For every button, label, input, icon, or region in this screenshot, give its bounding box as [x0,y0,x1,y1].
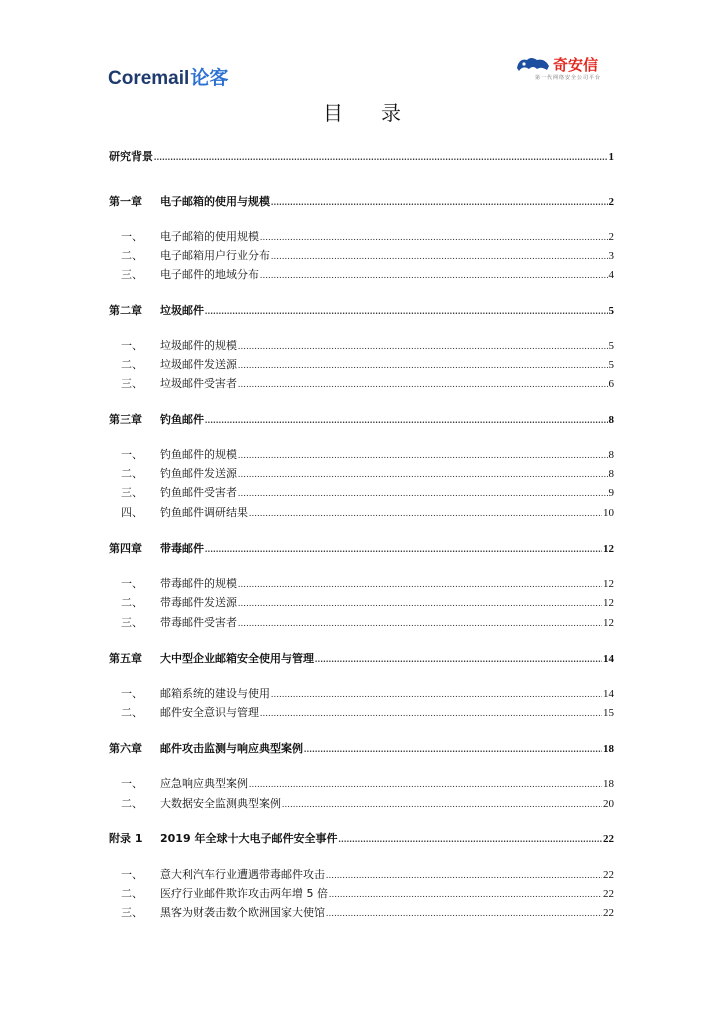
toc-dot-leader [271,195,608,209]
toc-entry-title: 电子邮件的地域分布 [160,268,259,281]
toc-entry-number: 一、 [121,577,143,590]
toc-entry-number: 二、 [121,249,143,262]
toc-dot-leader [260,268,608,282]
toc-entry-number: 三、 [121,486,143,499]
toc-entry-number: 二、 [121,706,143,719]
toc-section-entry[interactable] [109,594,614,610]
toc-section-entry[interactable] [109,866,614,882]
toc-entry-page: 2 [608,196,614,208]
toc-entry-number: 第五章 [109,652,142,665]
toc-entry-number: 第二章 [109,304,142,317]
toc-entry-number: 一、 [121,687,143,700]
toc-dot-leader [271,687,602,701]
toc-entry-title: 带毒邮件受害者 [160,616,237,629]
toc-chapter-entry[interactable] [109,650,614,666]
toc-section-entry[interactable] [109,356,614,372]
toc-section-entry[interactable] [109,247,614,263]
toc-entry-page: 2 [608,231,614,243]
toc-entry-title: 钓鱼邮件受害者 [160,486,237,499]
toc-section-entry[interactable] [109,685,614,701]
toc-entry-page: 3 [608,250,614,262]
toc-entry-page: 5 [608,305,614,317]
toc-dot-leader [260,230,608,244]
toc-dot-leader [304,742,602,756]
toc-entry-page: 5 [608,340,614,352]
toc-entry-number: 二、 [121,358,143,371]
toc-chapter-entry[interactable] [109,740,614,756]
qianxin-logo-name: 奇安信 [553,56,599,74]
toc-entry-title: 带毒邮件发送源 [160,596,237,609]
toc-entry-title: 应急响应典型案例 [160,777,248,790]
toc-entry-title: 邮箱系统的建设与使用 [160,687,270,700]
toc-entry-title: 邮件安全意识与管理 [160,706,259,719]
toc-dot-leader [338,832,602,846]
toc-section-entry[interactable] [109,228,614,244]
toc-section-entry[interactable] [109,504,614,520]
toc-dot-leader [326,868,602,882]
toc-section-entry[interactable] [109,446,614,462]
toc-entry-title: 垃圾邮件发送源 [160,358,237,371]
toc-entry-title: 邮件攻击监测与响应典型案例 [160,742,303,755]
toc-dot-leader [271,249,608,263]
toc-entry-title: 钓鱼邮件 [160,413,204,426]
toc-entry-page: 14 [603,653,614,665]
toc-entry-title: 大数据安全监测典型案例 [160,797,281,810]
toc-entry-number: 第三章 [109,413,142,426]
toc-section-entry[interactable] [109,775,614,791]
toc-entry-number: 三、 [121,906,143,919]
toc-entry-page: 15 [603,707,614,719]
toc-dot-leader [249,506,602,520]
toc-entry-page: 8 [608,449,614,461]
qianxin-logo-tagline: 第一代网络安全公司平台 [535,75,602,81]
toc-section-entry[interactable] [109,484,614,500]
toc-entry-number: 第一章 [109,195,142,208]
toc-dot-leader [260,706,602,720]
toc-entry-title: 垃圾邮件 [160,304,204,317]
toc-entry-page: 22 [603,869,614,881]
coremail-logo [108,63,228,90]
toc-entry-number: 一、 [121,230,143,243]
toc-dot-leader [238,448,608,462]
toc-section-entry[interactable] [109,375,614,391]
toc-dot-leader [238,616,602,630]
toc-chapter-entry[interactable] [109,193,614,209]
toc-dot-leader [238,358,608,372]
toc-entry-number: 三、 [121,616,143,629]
toc-dot-leader [329,887,602,901]
toc-chapter-entry[interactable] [109,411,614,427]
toc-entry-page: 22 [603,888,614,900]
toc-dot-leader [282,797,602,811]
toc-section-entry[interactable] [109,465,614,481]
toc-entry-number: 一、 [121,339,143,352]
qianxin-logo [515,52,615,82]
toc-entry-title: 医疗行业邮件欺诈攻击两年增 5 倍 [160,887,328,900]
toc-entry-number: 一、 [121,868,143,881]
toc-entry-title: 黑客为财袭击数个欧洲国家大使馆 [160,906,325,919]
toc-chapter-entry[interactable] [109,148,614,164]
toc-entry-page: 22 [603,833,614,845]
toc-entry-page: 8 [608,468,614,480]
toc-dot-leader [326,906,602,920]
toc-entry-title: 电子邮箱的使用与规模 [160,195,270,208]
toc-entry-title: 垃圾邮件受害者 [160,377,237,390]
toc-entry-title: 研究背景 [109,150,153,163]
toc-dot-leader [205,542,602,556]
toc-entry-page: 1 [608,151,614,163]
toc-entry-page: 12 [603,597,614,609]
toc-entry-title: 带毒邮件 [160,542,204,555]
coremail-logo-cn: 论客 [190,68,229,89]
toc-entry-number: 二、 [121,467,143,480]
toc-entry-title: 钓鱼邮件发送源 [160,467,237,480]
toc-entry-number: 二、 [121,797,143,810]
toc-section-entry[interactable] [109,885,614,901]
toc-entry-number: 二、 [121,596,143,609]
toc-entry-number: 一、 [121,777,143,790]
toc-entry-title: 意大利汽车行业遭遇带毒邮件攻击 [160,868,325,881]
toc-entry-page: 10 [603,507,614,519]
toc-section-entry[interactable] [109,337,614,353]
toc-title: 目录 [323,101,439,125]
toc-entry-title: 电子邮箱的使用规模 [160,230,259,243]
toc-section-entry[interactable] [109,704,614,720]
toc-section-entry[interactable] [109,795,614,811]
toc-entry-title: 2019 年全球十大电子邮件安全事件 [160,832,338,845]
toc-entry-title: 垃圾邮件的规模 [160,339,237,352]
toc-entry-number: 四、 [121,506,143,519]
toc-entry-page: 22 [603,907,614,919]
toc-entry-title: 带毒邮件的规模 [160,577,237,590]
coremail-logo-text: Coremail [108,68,190,89]
page-header [0,0,724,100]
toc-section-entry[interactable] [109,904,614,920]
toc-chapter-entry[interactable] [109,830,614,846]
toc-entry-number: 第四章 [109,542,142,555]
toc-section-entry[interactable] [109,266,614,282]
toc-dot-leader [154,150,608,164]
toc-dot-leader [205,413,608,427]
toc-dot-leader [249,777,602,791]
toc-entry-page: 12 [603,578,614,590]
toc-entry-number: 三、 [121,268,143,281]
toc-entry-page: 6 [608,378,614,390]
toc-dot-leader [238,339,608,353]
toc-entry-number: 二、 [121,887,143,900]
toc-dot-leader [238,377,608,391]
toc-entry-title: 大中型企业邮箱安全使用与管理 [160,652,314,665]
toc-dot-leader [315,652,602,666]
toc-entry-page: 12 [603,617,614,629]
toc-dot-leader [238,486,608,500]
toc-entry-number: 附录 1 [109,832,143,845]
qianxin-mascot-icon [515,54,551,74]
toc-dot-leader [238,596,602,610]
toc-entry-page: 20 [603,798,614,810]
toc-entry-page: 5 [608,359,614,371]
toc-entry-page: 9 [608,487,614,499]
toc-chapter-entry[interactable] [109,540,614,556]
toc-entry-page: 18 [603,778,614,790]
toc-section-entry[interactable] [109,614,614,630]
toc-section-entry[interactable] [109,575,614,591]
toc-entry-page: 4 [608,269,614,281]
toc-entry-page: 8 [608,414,614,426]
toc-entry-number: 三、 [121,377,143,390]
toc-entry-page: 18 [603,743,614,755]
toc-dot-leader [238,577,602,591]
toc-chapter-entry[interactable] [109,302,614,318]
toc-entry-number: 一、 [121,448,143,461]
toc-entry-title: 钓鱼邮件的规模 [160,448,237,461]
toc-entry-title: 钓鱼邮件调研结果 [160,506,248,519]
toc-dot-leader [205,304,608,318]
toc-entry-page: 14 [603,688,614,700]
toc-entry-title: 电子邮箱用户行业分布 [160,249,270,262]
toc-dot-leader [238,467,608,481]
toc-entry-page: 12 [603,543,614,555]
toc-entry-number: 第六章 [109,742,142,755]
